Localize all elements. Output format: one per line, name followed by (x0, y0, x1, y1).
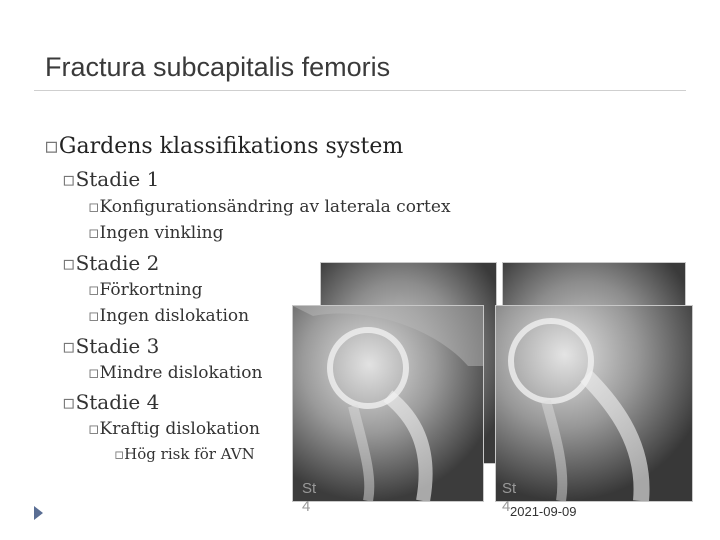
xray-image-right (495, 305, 693, 502)
bullet-text: Kraftig dislokation (99, 419, 260, 439)
bullet-text: Förkortning (99, 280, 203, 300)
bullet-icon: ▫ (114, 445, 125, 463)
bullet-icon: ▫ (88, 280, 100, 300)
xray-label-right: St 4 (502, 480, 517, 515)
bullet-icon: ▫ (88, 197, 100, 217)
bullet-level3 (88, 223, 224, 243)
bullet-icon: ▫ (62, 334, 76, 358)
bullet-text: Stadie 4 (75, 390, 160, 414)
bullet-icon: ▫ (88, 363, 100, 383)
title-divider (34, 90, 686, 91)
bullet-text: Ingen vinkling (99, 223, 224, 243)
bullet-icon: ▫ (62, 251, 76, 275)
bullet-icon: ▫ (88, 419, 100, 439)
bullet-icon: ▫ (62, 167, 76, 191)
slide-title: Fractura subcapitalis femoris (45, 52, 391, 82)
bullet-level3 (88, 306, 249, 326)
bullet-icon: ▫ (88, 306, 100, 326)
bullet-text: Hög risk för AVN (124, 445, 255, 463)
bullet-text: Ingen dislokation (99, 306, 250, 326)
slide-date: 2021-09-09 (510, 504, 577, 519)
slide-nav-arrow-icon[interactable] (34, 506, 43, 520)
bullet-level3 (88, 363, 262, 383)
bullet-icon: ▫ (88, 223, 100, 243)
bullet-level2 (62, 390, 159, 414)
bullet-level3 (88, 419, 260, 439)
bullet-level2 (62, 167, 159, 191)
xray-image-left (292, 305, 484, 502)
bullet-level3 (88, 197, 451, 217)
bullet-text: Konfigurationsändring av laterala cortex (99, 197, 451, 217)
bullet-icon: ▫ (62, 390, 76, 414)
bullet-text: Stadie 2 (75, 251, 160, 275)
bullet-text: Stadie 1 (75, 167, 160, 191)
bullet-text: Stadie 3 (75, 334, 160, 358)
bullet-level2 (62, 334, 159, 358)
bullet-level3 (88, 280, 202, 300)
bullet-icon: ▫ (44, 134, 59, 159)
xray-label-left: St 4 (302, 480, 317, 515)
bullet-level4 (114, 445, 255, 463)
bullet-level2 (62, 251, 159, 275)
bullet-text: Mindre dislokation (99, 363, 263, 383)
bullet-level1 (44, 134, 403, 159)
bullet-text: Gardens klassifikations system (58, 134, 404, 159)
